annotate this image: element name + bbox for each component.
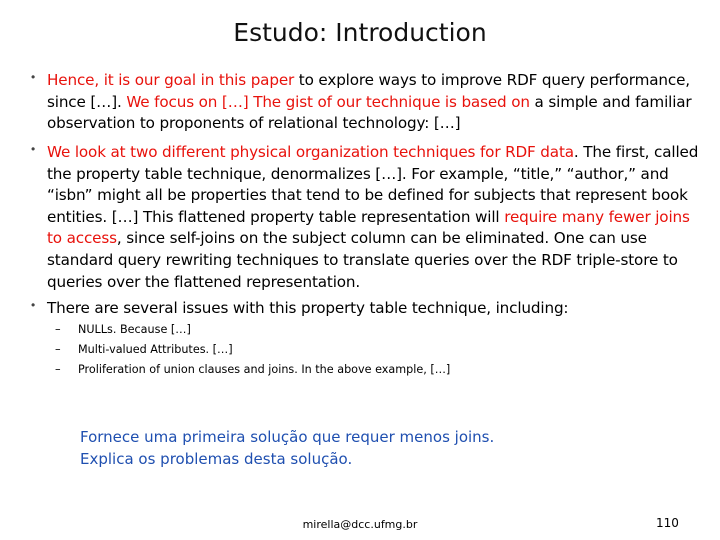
bullet-3-text [47,298,702,320]
bullet-dot: • [31,298,36,312]
bullet-2-segment: , since self-joins on the subject column can be eliminated. One can use standard query rewriting techniques to translate queries over the RDF triple-store to queries over the flattened representation. [47,229,678,291]
bullet-3-segment: There are several issues with this property table technique, including: [47,299,569,317]
bullet-2-highlight: We look at two different physical organization techniques for RDF data [47,143,574,161]
note-line-1: Fornece uma primeira solução que requer menos joins. [80,428,495,446]
page-number: 110 [656,516,679,530]
bullet-2-segment: . The first, called the property table technique, denormalizes […]. For example, “title,” “author,” and “isbn” might all be properties that tend to be defined for subjects that represent book entities. […] This flattened property table representation will [47,143,699,226]
bullet-1-text [47,70,702,135]
bullet-dot: • [31,70,36,84]
bullet-1-segment: a simple and familiar observation to proponents of relational technology: […] [47,92,692,133]
bullet-2-highlight: require many fewer joins to access [47,207,690,248]
note-line-2: Explica os problemas desta solução. [80,450,353,468]
dash-marker: – [55,323,61,336]
sub-bullet-text: NULLs. Because […] [78,323,191,336]
bullet-1-highlight: We focus on […] The gist of our technique is based on [126,92,530,111]
bullet-1-highlight: Hence, it is our goal in this paper [47,71,295,89]
slide-title: Estudo: Introduction [233,18,487,47]
bullet-2-text [47,142,702,293]
dash-marker: – [55,343,61,356]
footer-email: mirella@dcc.ufmg.br [302,518,418,531]
sub-bullet-text: Proliferation of union clauses and joins. In the above example, […] [78,363,451,376]
bullet-dot: • [31,142,36,156]
bullet-1-segment: to explore ways to improve RDF query performance, since […]. [47,71,690,111]
sub-bullet-text: Multi-valued Attributes. […] [78,343,233,356]
dash-marker: – [55,363,61,376]
